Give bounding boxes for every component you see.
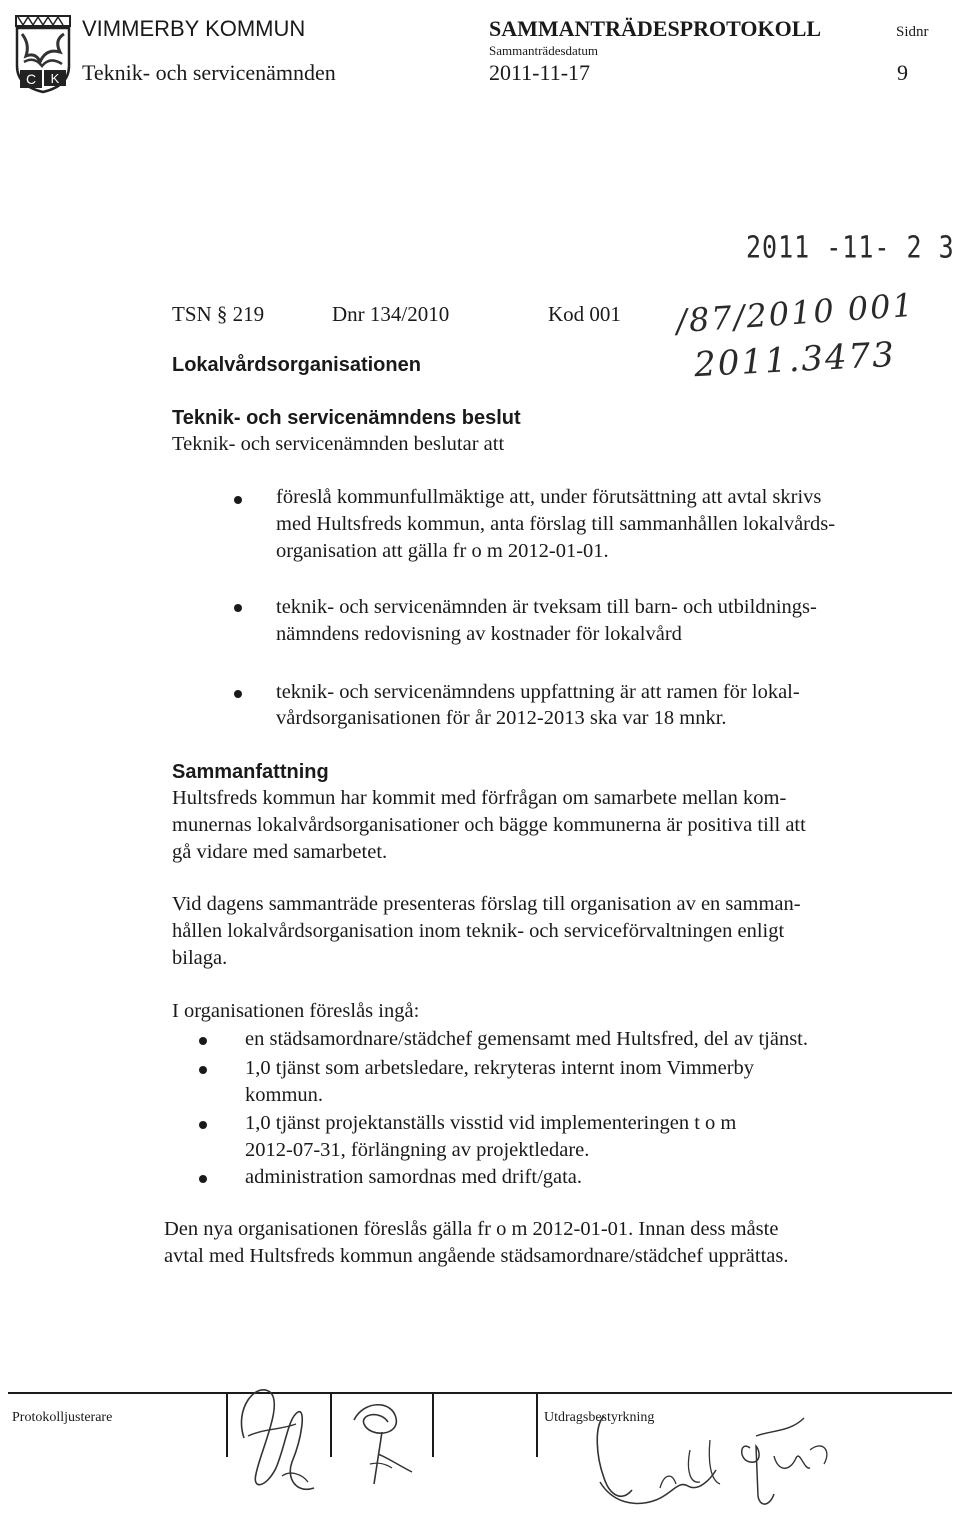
- footer-separator: [536, 1393, 538, 1457]
- summary-p2-line-1: Vid dagens sammanträde presenteras förslag till organisation av en samman-: [172, 893, 801, 915]
- summary-p4-line-1: Den nya organisationen föreslås gälla fr o m 2012-01-01. Innan dess måste: [164, 1218, 779, 1240]
- decision-item-3-line-2: vårdsorganisationen för år 2012-2013 ska var 18 mnkr.: [276, 707, 727, 729]
- bullet-icon: [234, 604, 242, 612]
- summary-p1-line-1: Hultsfreds kommun har kommit med förfrågan om samarbete mellan kom-: [172, 787, 787, 809]
- svg-text:K: K: [50, 71, 60, 86]
- decision-item-2-line-2: nämndens redovisning av kostnader för lokalvård: [276, 623, 682, 645]
- decision-item-1-line-3: organisation att gälla fr o m 2012-01-01.: [276, 540, 609, 562]
- bullet-icon: [199, 1121, 207, 1129]
- adjuster-label: Protokolljusterare: [12, 1410, 113, 1425]
- case-dnr: Dnr 134/2010: [332, 302, 450, 326]
- decision-heading: Teknik- och servicenämndens beslut: [172, 407, 521, 429]
- svg-text:C: C: [25, 71, 37, 87]
- summary-p1-line-3: gå vidare med samarbetet.: [172, 841, 388, 863]
- page-label: Sidnr: [896, 24, 929, 40]
- summary-p1-line-2: munernas lokalvårdsorganisationer och bägge kommunerna är positiva till att: [172, 814, 806, 836]
- handwritten-reference-2: 2011.3473: [693, 334, 897, 386]
- committee-name: Teknik- och servicenämnden: [82, 60, 336, 85]
- decision-item-2-line-1: teknik- och servicenämnden är tveksam till barn- och utbildnings-: [276, 596, 817, 618]
- summary-item-1: en städsamordnare/städchef gemensamt med Hultsfred, del av tjänst.: [245, 1028, 808, 1050]
- bullet-icon: [234, 496, 242, 504]
- summary-item-2-line-1: 1,0 tjänst som arbetsledare, rekryteras internt inom Vimmerby: [245, 1057, 755, 1079]
- received-stamp-date: 2011 -11- 2 3: [746, 230, 955, 265]
- case-tsn: TSN § 219: [172, 302, 265, 326]
- signature-3: [560, 1410, 840, 1518]
- summary-item-3-line-1: 1,0 tjänst projektanställs visstid vid implementeringen t o m: [245, 1112, 737, 1134]
- summary-list-intro: I organisationen föreslås ingå:: [172, 1000, 420, 1022]
- page-number: 9: [897, 60, 908, 85]
- bullet-icon: [199, 1175, 207, 1183]
- case-title: Lokalvårdsorganisationen: [172, 354, 421, 376]
- decision-item-1-line-1: föreslå kommunfullmäktige att, under förutsättning att avtal skrivs: [276, 486, 822, 508]
- signature-2: [330, 1392, 432, 1492]
- summary-item-2-line-2: kommun.: [245, 1084, 324, 1106]
- case-kod: Kod 001: [548, 302, 621, 326]
- decision-item-3-line-1: teknik- och servicenämndens uppfattning är att ramen för lokal-: [276, 681, 800, 703]
- footer-divider: [8, 1392, 952, 1394]
- summary-p4-line-2: avtal med Hultsfreds kommun angående städsamordnare/städchef upprättas.: [164, 1245, 789, 1267]
- bullet-icon: [234, 690, 242, 698]
- summary-p2-line-2: hållen lokalvårdsorganisation inom teknik- och serviceförvaltningen enligt: [172, 920, 785, 942]
- footer-separator: [432, 1393, 434, 1457]
- summary-item-3-line-2: 2012-07-31, förlängning av projektledare.: [245, 1139, 590, 1161]
- signature-1: [226, 1378, 330, 1506]
- bullet-icon: [199, 1037, 207, 1045]
- coat-of-arms-logo: [14, 14, 72, 94]
- decision-intro: Teknik- och servicenämnden beslutar att: [172, 433, 505, 455]
- summary-p2-line-3: bilaga.: [172, 947, 228, 969]
- meeting-date: 2011-11-17: [489, 60, 591, 85]
- handwritten-reference-1: /87/2010 001: [674, 285, 917, 341]
- decision-item-1-line-2: med Hultsfreds kommun, anta förslag till sammanhållen lokalvårds-: [276, 513, 836, 535]
- summary-item-4: administration samordnas med drift/gata.: [245, 1166, 583, 1188]
- date-label: Sammanträdesdatum: [489, 43, 599, 58]
- extract-label: Utdragsbestyrkning: [544, 1410, 655, 1425]
- summary-heading: Sammanfattning: [172, 761, 329, 783]
- protocol-title: SAMMANTRÄDESPROTOKOLL: [489, 16, 822, 41]
- municipality-name: VIMMERBY KOMMUN: [82, 16, 306, 41]
- bullet-icon: [199, 1066, 207, 1074]
